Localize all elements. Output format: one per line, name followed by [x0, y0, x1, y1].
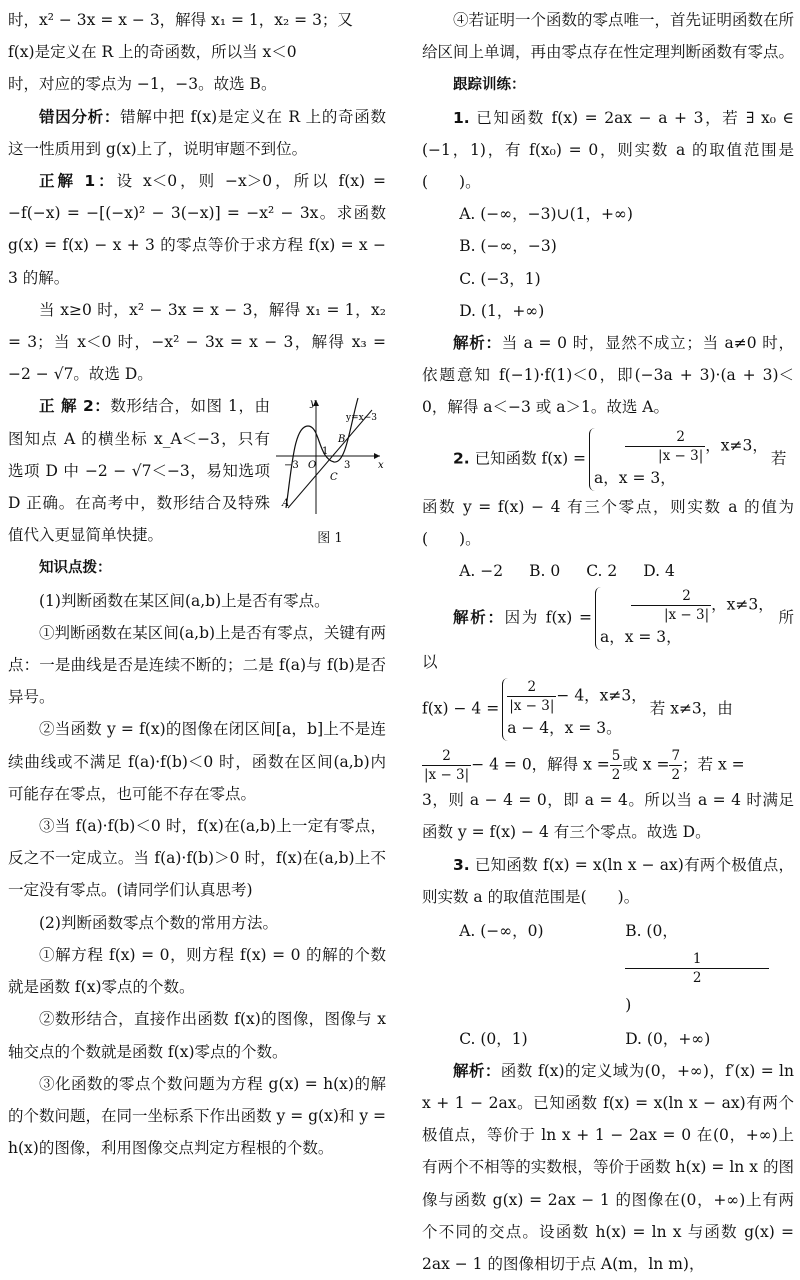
q1-option-d: D. (1，+∞): [459, 301, 545, 320]
solution-1-text: 设 x＜0，则 −x＞0，所以 f(x) = −f(−x) = −[(−x)² − 3(−x)] = −x² − 3x。求函数 g(x) = f(x) − x + 3 的零点等价于求方程 f(x) = x − 3 的解。: [8, 172, 386, 287]
tracking-heading: 跟踪训练：: [453, 77, 526, 94]
question-3: 3. 已知函数 f(x) = x(ln x − ax)有两个极值点，则实数 a 的取值范围是( )。: [422, 855, 794, 906]
answer-2-solve: $\frac{2}{|x - 3|}$ − 4 = 0，解得 x = $\frac{5}{2}$ 或 x = $\frac{7}{2}$ ；若 x =: [424, 748, 745, 784]
answer-2-piecewise: f(x) − 4 = $\frac{2}{|x - 3|}$ − 4，x≠3， a − 4，x = 3。若 x≠3，由: [422, 678, 794, 741]
q3-option-a: A. (−∞，0): [459, 922, 544, 941]
cont-line-2: f(x)是定义在 R 上的奇函数，所以当 x＜0: [8, 43, 297, 62]
solution-1-heading: 正解 1：: [39, 172, 117, 191]
error-analysis-text: 错解中把 f(x)是定义在 R 上的奇函数这一性质用到 g(x)上了，说明审题不到位。: [8, 107, 386, 158]
question-2-cont: 函数 y = f(x) − 4 有三个零点，则实数 a 的值为( )。: [422, 497, 794, 548]
answer-1: 解析：当 a = 0 时，显然不成立；当 a≠0 时，依题意知 f(−1)·f(1)＜0，即(−3a + 3)·(a + 3)＜0，解得 a＜−3 或 a＞1。故选 A。: [422, 334, 794, 417]
q3-options-cd: [422, 1023, 794, 1055]
knowledge-heading: 知识点拨：: [39, 560, 112, 577]
error-analysis: [8, 101, 386, 165]
question-2: 2. 已知函数 f(x) = $\frac{2}{|x - 3|}$ ，x≠3， a，x = 3，若: [422, 428, 794, 491]
q1-option-b: B. (−∞，−3): [459, 237, 557, 256]
solution-2-text: 数形结合，如图 1，由图知点 A 的横坐标 x_A＜−3，只有选项 D 中 −2 − √7＜−3，易知选项 D 正确。在高考中，数形结合及特殊值代入更显简单快捷。: [8, 397, 270, 545]
right-column: [422, 4, 794, 1280]
kp-1: (1)判断函数在某区间(a,b)上是否有零点。: [39, 591, 330, 610]
fig-y-label: y: [310, 398, 316, 410]
answer-2: 解析：因为 f(x) = $\frac{2}{|x - 3|}$ ，x≠3， a，x = 3，所以: [422, 588, 794, 672]
answer-2-cont: 3，则 a − 4 = 0，即 a = 4。所以当 a = 4 时满足函数 y = f(x) − 4 有三个零点。故选 D。: [422, 791, 794, 842]
kp-1b: ②当函数 y = f(x)的图像在闭区间[a，b]上不是连续曲线或不满足 f(a)·f(b)＜0 时，函数在区间(a,b)内可能存在零点，也可能不存在零点。: [8, 720, 386, 803]
fig-point-C: C: [330, 472, 338, 484]
figure-1: [274, 396, 386, 547]
solution-1-cont: 当 x≥0 时，x² − 3x = x − 3，解得 x₁ = 1，x₂ = 3；当 x＜0 时，−x² − 3x = x − 3，解得 x₃ = −2 − √7。故选 D。: [8, 300, 386, 384]
fig-minus3-label: −3: [284, 460, 299, 472]
piecewise-brace: $\frac{2}{|x - 3|}$ ，x≠3， a，x = 3，: [589, 428, 768, 491]
fig-x-label: x: [378, 460, 384, 472]
q1-option-c: C. (−3，1): [459, 269, 541, 288]
q2-option-d: D. 4: [643, 562, 675, 581]
kp-2: (2)判断函数零点个数的常用方法。: [39, 913, 278, 932]
solution-2-heading: 正 解 2：: [39, 397, 111, 416]
q2-option-b: B. 0: [529, 562, 561, 581]
kp-2d: ④若证明一个函数的零点唯一，首先证明函数在所给区间上单调，再由零点存在性定理判断函数有零点。: [422, 11, 795, 62]
error-analysis-heading: 错因分析：: [39, 107, 121, 126]
q1-option-a: A. (−∞，−3)∪(1，+∞): [459, 205, 633, 224]
left-column: [8, 4, 386, 1164]
cont-line-3: 时，对应的零点为 −1，−3。故选 B。: [8, 75, 277, 94]
kp-2c: ③化函数的零点个数问题为方程 g(x) = h(x)的解的个数问题，在同一坐标系下作出函数 y = g(x)和 y = h(x)的图像，利用图像交点判定方程根的个数。: [8, 1074, 386, 1158]
q2-options: [422, 555, 794, 587]
kp-1c: ③当 f(a)·f(b)＜0 时，f(x)在(a,b)上一定有零点，反之不一定成立。当 f(a)·f(b)＞0 时，f(x)在(a,b)上不一定没有零点。(请同学们认真思考): [8, 817, 386, 900]
cont-line-1: 时，x² − 3x = x − 3，解得 x₁ = 1，x₂ = 3；又: [8, 11, 353, 29]
q2-option-c: C. 2: [586, 562, 618, 581]
fig-point-B: B: [338, 434, 346, 446]
fig-line-label: y=x−3: [346, 413, 377, 424]
q2-option-a: A. −2: [459, 562, 504, 581]
kp-2b: ②数形结合，直接作出函数 f(x)的图像，图像与 x 轴交点的个数就是函数 f(x)零点的个数。: [8, 1010, 386, 1061]
q3-option-c: C. (0，1): [459, 1029, 528, 1048]
solution-1: [8, 165, 386, 294]
q3-options-ab: [422, 913, 794, 1023]
fig-origin-label: O: [308, 460, 317, 472]
question-1: 1. 已知函数 f(x) = 2ax − a + 3，若 ∃ x₀ ∈ (−1，1)，有 f(x₀) = 0，则实数 a 的取值范围是( )。: [422, 108, 794, 192]
q3-option-b: B. (0， $\frac{1}{2}$ ): [625, 913, 765, 1023]
kp-2a: ①解方程 f(x) = 0，则方程 f(x) = 0 的解的个数就是函数 f(x)零点的个数。: [8, 945, 386, 997]
q3-option-d: D. (0，+∞): [625, 1029, 711, 1048]
figure-caption: 图 1: [317, 530, 343, 546]
fig-one-label: 1: [322, 446, 329, 458]
kp-1a: ①判断函数在某区间(a,b)上是否有零点，关键有两点：一是曲线是否是连续不断的；二是 f(a)与 f(b)是否异号。: [8, 623, 386, 707]
fig-point-A: A: [282, 498, 290, 510]
function-graph: [274, 396, 386, 516]
answer-3: 解析：函数 f(x)的定义域为(0，+∞)，f′(x) = ln x + 1 − 2ax。已知函数 f(x) = x(ln x − ax)有两个极值点，等价于 ln x + 1 − 2ax = 0 在(0，+∞)上有两个不相等的实数根，等价于函数 h(x) = ln x 的图像与函数 g(x) = 2ax − 1 的图像在(0，+∞)上有两个不同的交点。设函数 h(x) = ln x 与函数 g(x) = 2ax − 1 的图像相切于点 A(m，ln m)，: [422, 1061, 794, 1273]
fig-three-label: 3: [344, 460, 351, 472]
